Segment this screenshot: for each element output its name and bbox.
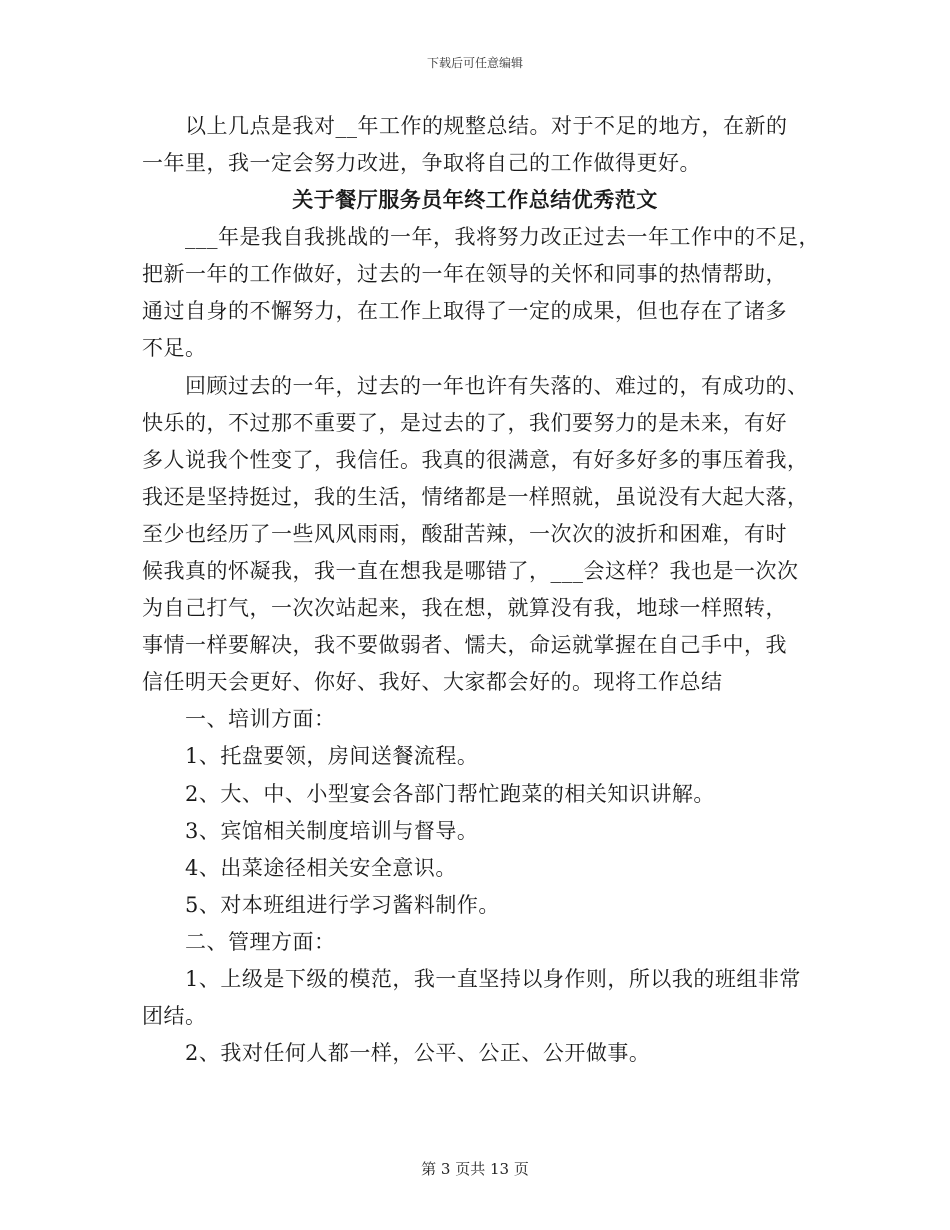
paragraph-line: 至少也经历了一些风风雨雨，酸甜苦辣，一次次的波折和困难，有时 (142, 522, 787, 546)
paragraph-line: ___年是我自我挑战的一年，我将努力改正过去一年工作中的不足， (185, 225, 820, 249)
paragraph-line: 多人说我个性变了，我信任。我真的很满意，有好多好多的事压着我， (142, 448, 809, 472)
paragraph-line: 一年里，我一定会努力改进，争取将自己的工作做得更好。 (142, 151, 701, 175)
paragraph-line: 为自己打气，一次次站起来，我在想，就算没有我，地球一样照转， (142, 596, 787, 620)
list-item: 1、上级是下级的模范，我一直坚持以身作则，所以我的班组非常 (185, 967, 801, 991)
section-heading: 二、管理方面： (185, 930, 336, 954)
list-item: 5、对本班组进行学习酱料制作。 (185, 893, 500, 917)
paragraph-line: 信任明天会更好、你好、我好、大家都会好的。现将工作总结 (142, 670, 723, 694)
document-title: 关于餐厅服务员年终工作总结优秀范文 (292, 187, 658, 212)
paragraph-line: 通过自身的不懈努力，在工作上取得了一定的成果，但也存在了诸多 (142, 299, 787, 323)
list-item: 4、出菜途径相关安全意识。 (185, 856, 457, 880)
page-header: 下载后可任意编辑 (426, 56, 523, 70)
list-item: 1、托盘要领，房间送餐流程。 (185, 744, 479, 768)
paragraph-line: 事情一样要解决，我不要做弱者、懦夫，命运就掌握在自己手中，我 (142, 633, 787, 657)
paragraph-line: 快乐的，不过那不重要了，是过去的了，我们要努力的是未来，有好 (142, 411, 787, 435)
paragraph-line: 我还是坚持挺过，我的生活，情绪都是一样照就，虽说没有大起大落， (142, 485, 809, 509)
paragraph-line: 不足。 (142, 336, 207, 360)
section-heading: 一、培训方面： (185, 707, 336, 731)
paragraph-line: 回顾过去的一年，过去的一年也许有失落的、难过的，有成功的、 (185, 374, 809, 398)
list-item-continuation: 团结。 (142, 1004, 207, 1028)
paragraph-line: 候我真的怀凝我，我一直在想我是哪错了，___会这样？我也是一次次 (142, 559, 799, 583)
page-footer: 第 3 页共 13 页 (421, 1160, 529, 1178)
list-item: 3、宾馆相关制度培训与督导。 (185, 819, 479, 843)
list-item: 2、我对任何人都一样，公平、公正、公开做事。 (185, 1041, 651, 1065)
list-item: 2、大、中、小型宴会各部门帮忙跑菜的相关知识讲解。 (185, 782, 715, 806)
paragraph-line: 以上几点是我对__年工作的规整总结。对于不足的地方，在新的 (185, 114, 788, 138)
paragraph-line: 把新一年的工作做好，过去的一年在领导的关怀和同事的热情帮助， (142, 262, 787, 286)
